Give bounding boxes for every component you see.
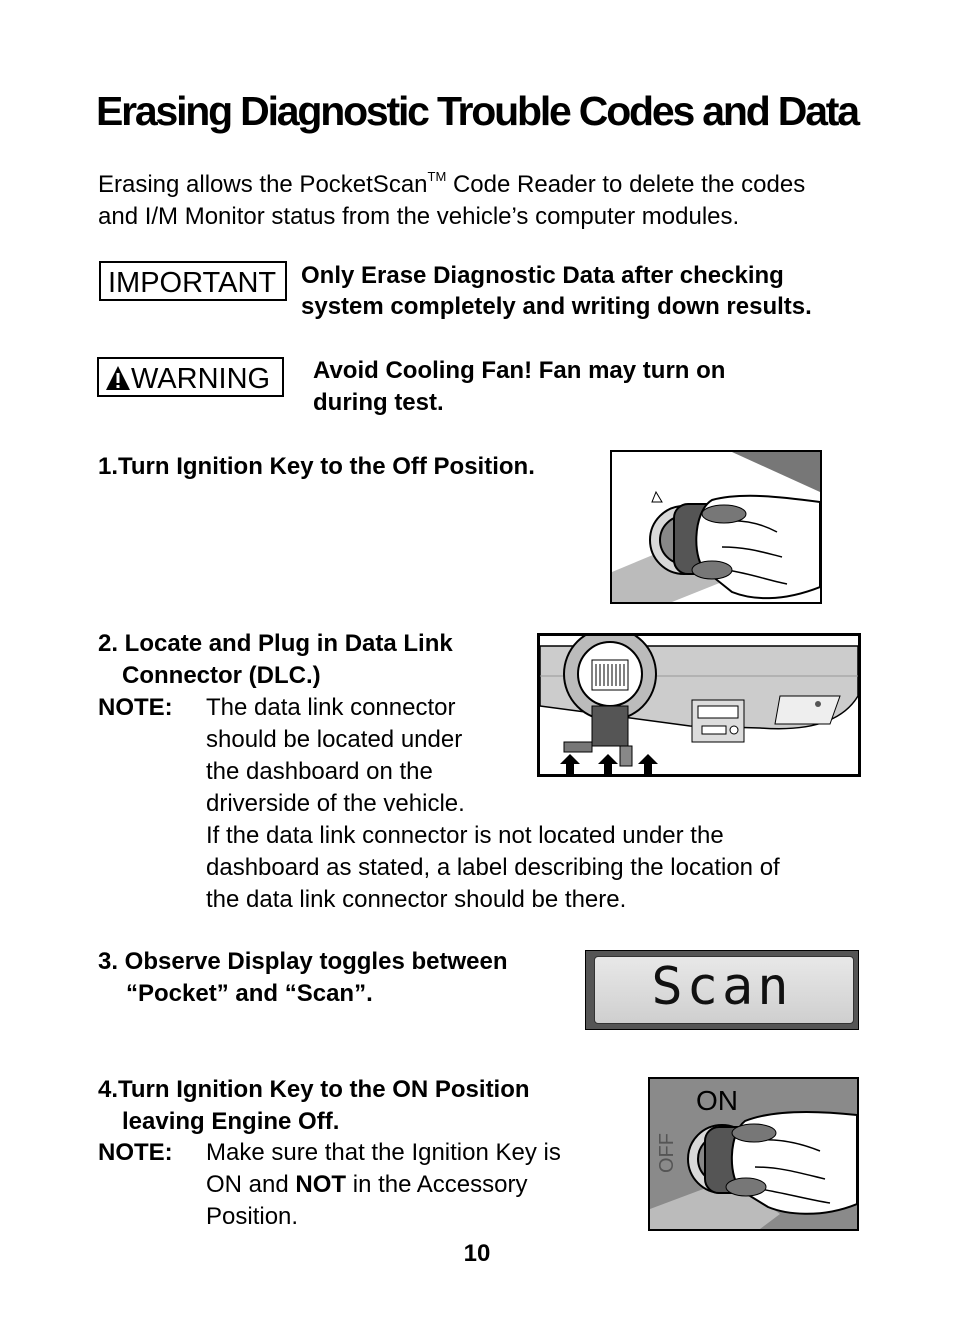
note-line: in the Accessory xyxy=(346,1171,528,1198)
note-line: The data link connector xyxy=(206,694,456,721)
warning-triangle-icon xyxy=(105,365,131,391)
intro-line-2: and I/M Monitor status from the vehicle’s computer modules. xyxy=(98,203,740,230)
important-line-2: system completely and writing down results. xyxy=(301,293,812,320)
note-line: the data link connector should be there. xyxy=(206,886,627,913)
ignition-off-label: OFF xyxy=(656,1133,678,1173)
step-1-heading: 1.Turn Ignition Key to the Off Position. xyxy=(98,453,535,480)
note-line: Position. xyxy=(206,1203,299,1230)
warning-label-text: WARNING xyxy=(131,363,271,395)
warning-line-2: during test. xyxy=(313,389,444,416)
note-line: should be located under xyxy=(206,726,463,753)
trademark: TM xyxy=(427,169,447,184)
lcd-display xyxy=(585,950,859,1030)
step-2-note-label: NOTE: xyxy=(98,694,173,721)
ignition-off-illustration xyxy=(610,450,822,604)
intro-text: Erasing allows the PocketScan xyxy=(98,171,428,198)
page-title: Erasing Diagnostic Trouble Codes and Data xyxy=(96,88,858,134)
step-4-note xyxy=(206,1137,561,1233)
step-3-line-1: 3. Observe Display toggles between xyxy=(98,948,508,975)
intro-text-rest: Code Reader to delete the codes xyxy=(446,171,806,198)
step-4-line-2: leaving Engine Off. xyxy=(122,1108,340,1135)
step-2-line-2: Connector (DLC.) xyxy=(122,662,321,689)
intro-paragraph xyxy=(98,163,878,233)
note-emphasis: NOT xyxy=(295,1171,347,1198)
warning-text xyxy=(313,355,833,419)
note-line: dashboard as stated, a label describing the location of xyxy=(206,854,780,881)
important-text xyxy=(301,260,901,322)
note-line: driverside of the vehicle. xyxy=(206,790,465,817)
important-label: IMPORTANT xyxy=(99,261,287,301)
page-number: 10 xyxy=(463,1240,491,1267)
step-4-heading xyxy=(98,1074,530,1138)
ignition-on-label: ON xyxy=(696,1085,738,1116)
warning-label xyxy=(97,357,284,397)
important-line-1: Only Erase Diagnostic Data after checking xyxy=(301,262,784,289)
step-2-line-1: 2. Locate and Plug in Data Link xyxy=(98,630,453,657)
step-3-line-2: “Pocket” and “Scan”. xyxy=(126,980,373,1007)
note-line: the dashboard on the xyxy=(206,758,433,785)
step-2-heading xyxy=(98,628,453,692)
step-4-line-1: 4.Turn Ignition Key to the ON Position xyxy=(98,1076,530,1103)
lcd-display-text: Scan xyxy=(651,957,793,1017)
note-line: If the data link connector is not located under the xyxy=(206,822,724,849)
note-line: ON and xyxy=(206,1171,296,1198)
step-3-heading xyxy=(98,946,507,1010)
warning-line-1: Avoid Cooling Fan! Fan may turn on xyxy=(313,357,726,384)
dashboard-dlc-illustration xyxy=(537,633,861,777)
step-4-note-label: NOTE: xyxy=(98,1139,173,1166)
note-line: Make sure that the Ignition Key is xyxy=(206,1139,561,1166)
ignition-on-illustration xyxy=(648,1077,859,1231)
